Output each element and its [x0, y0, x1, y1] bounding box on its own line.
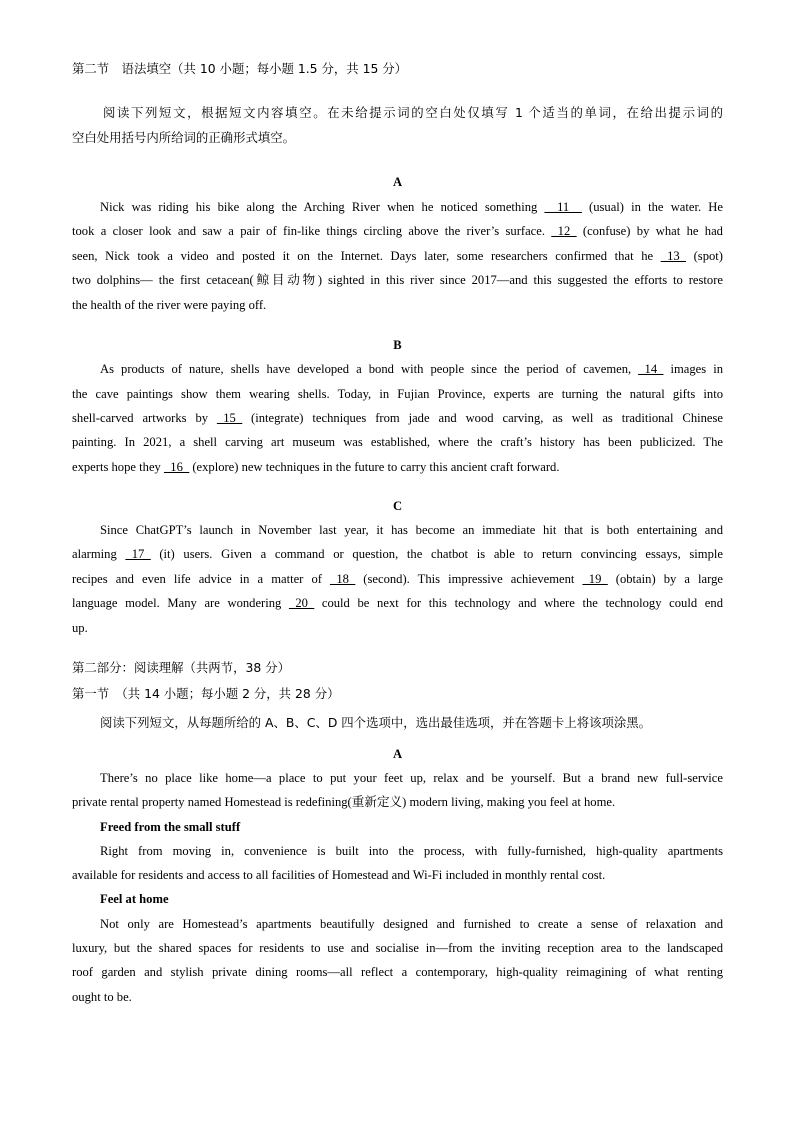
blank-18: _18_ [330, 572, 356, 586]
passage-c-line-2: alarming _17_ (it) users. Given a command or question, the chatbot is able to return convincing essays, simple [72, 547, 723, 561]
blank-12: _12_ [551, 224, 577, 238]
passage-a-line-3: seen, Nick took a video and posted it on the Internet. Days later, some researchers confirmed that he _13_ (spot) [72, 249, 723, 263]
passage-b-line-4: painting. In 2021, a shell carving art museum was established, where the craft’s history has been publicized. The [72, 435, 723, 449]
passage-c-line-4: language model. Many are wondering _20_ could be next for this technology and where the technology could end [72, 596, 723, 610]
reading-a-subhead-1: Freed from the small stuff [100, 820, 241, 834]
passage-a-line-1: Nick was riding his bike along the Arching River when he noticed something __11__ (usual) in the water. He [100, 200, 723, 214]
passage-a-line-2: took a closer look and saw a pair of fin-like things circling above the river’s surface. _12_ (confuse) by what he had [72, 224, 723, 238]
reading-a-intro-1: There’s no place like home—a place to put your feet up, relax and be yourself. But a brand new full-service [100, 771, 723, 785]
passage-c-line-5: up. [72, 621, 88, 635]
passage-c-line-1: Since ChatGPT’s launch in November last year, it has become an immediate hit that is both entertaining and [100, 523, 723, 537]
passage-b-label: B [393, 338, 402, 352]
passage-c-label: C [392, 499, 403, 513]
passage-b-line-1: As products of nature, shells have developed a bond with people since the period of cavemen, _14_ images in [100, 362, 723, 376]
passage-a-line-5: the health of the river were paying off. [72, 298, 267, 312]
passage-b-line-2: the cave paintings show them wearing shells. Today, in Fujian Province, experts are turning the natural gifts into [72, 387, 723, 401]
part2-section1-heading: 第一节 （共 14 小题；每小题 2 分，共 28 分） [72, 686, 340, 701]
passage-c-line-3: recipes and even life advice in a matter of _18_ (second). This impressive achievement _19_ (obtain) by a large [72, 572, 724, 586]
blank-16: _16_ [163, 460, 190, 474]
passage-a-line-4: two dolphins— the first cetacean(鲸目动物) sighted in this river since 2017—and this suggested the efforts to restore [72, 273, 723, 287]
instructions-line-1: 阅读下列短文，根据短文内容填空。在未给提示词的空白处仅填写 1 个适当的单词，在给出提示词的 [103, 105, 723, 120]
passage-b-line-5: experts hope they _16_ (explore) new techniques in the future to carry this ancient craft forward. [72, 460, 560, 474]
blank-11: __11__ [544, 200, 582, 214]
reading-a-para2-2: luxury, but the shared spaces for residents to use and socialise in—from the inviting reception area to the landscaped [72, 941, 723, 955]
reading-a-para2-4: ought to be. [72, 990, 132, 1004]
reading-a-para1-2: available for residents and access to all facilities of Homestead and Wi-Fi included in monthly rental cost. [72, 868, 606, 882]
blank-14: _14_ [638, 362, 664, 376]
part2-heading: 第二部分：阅读理解（共两节，38 分） [72, 660, 290, 675]
blank-20: _20_ [289, 596, 315, 610]
reading-a-para1-1: Right from moving in, convenience is built into the process, with fully-furnished, high-quality apartments [100, 844, 723, 858]
blank-15: _15_ [216, 411, 243, 425]
reading-a-para2-3: roof garden and stylish private dining rooms—all reflect a contemporary, high-quality reimagining of what renting [72, 965, 723, 979]
reading-a-intro-2: private rental property named Homestead is redefining(重新定义) modern living, making you feel at home. [72, 795, 616, 809]
blank-13: _13_ [660, 249, 686, 263]
part2-instructions: 阅读下列短文，从每题所给的 A、B、C、D 四个选项中，选出最佳选项，并在答题卡上将该项涂黑。 [100, 715, 652, 730]
blank-17: _17_ [125, 547, 151, 561]
section-heading: 第二节 语法填空（共 10 小题；每小题 1.5 分，共 15 分） [72, 61, 408, 76]
reading-a-para2-1: Not only are Homestead’s apartments beautifully designed and furnished to create a sense of relaxation and [100, 917, 723, 931]
instructions-line-2: 空白处用括号内所给词的正确形式填空。 [72, 130, 296, 145]
reading-a-label: A [392, 747, 403, 761]
passage-b-line-3: shell-carved artworks by _15_ (integrate) techniques from jade and wood carving, as well as traditional Chinese [72, 411, 723, 425]
passage-a-label: A [392, 175, 403, 189]
reading-a-subhead-2: Feel at home [100, 892, 169, 906]
blank-19: _19_ [582, 572, 608, 586]
